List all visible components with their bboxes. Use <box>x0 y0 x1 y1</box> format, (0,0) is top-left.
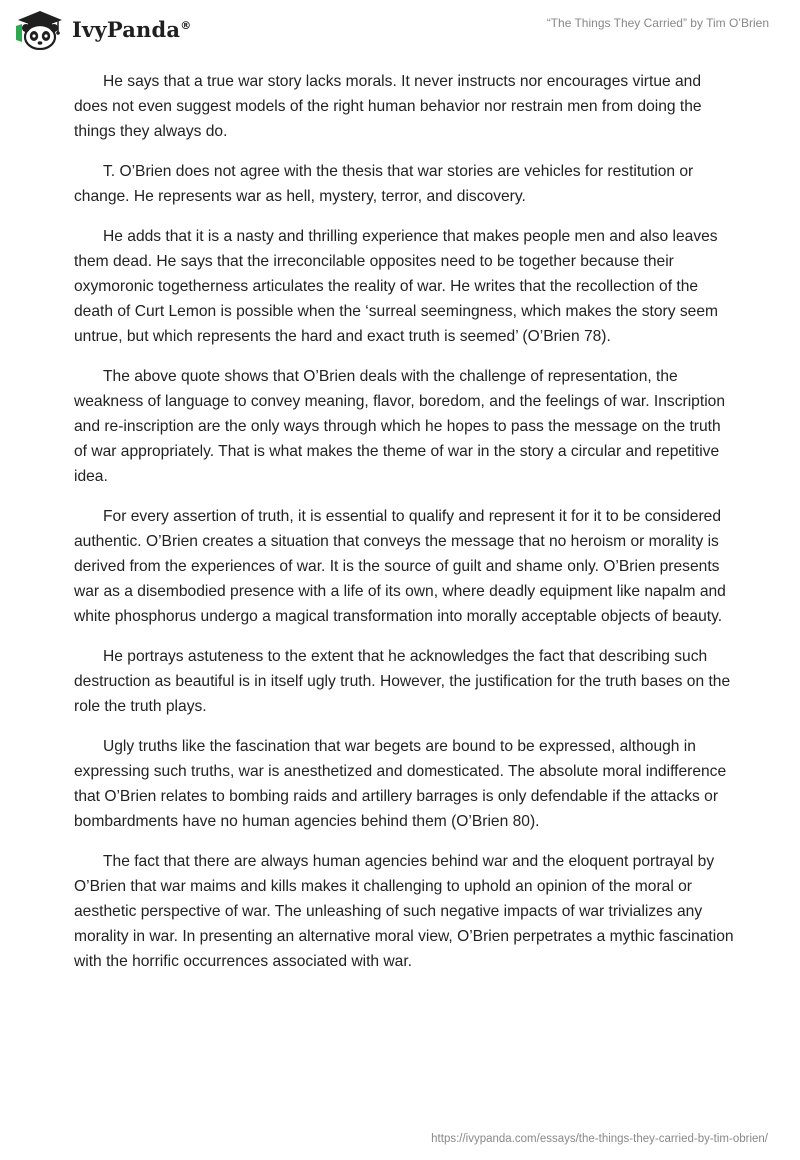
paragraph: T. O’Brien does not agree with the thesis that war stories are vehicles for restitution or change. He represents war as hell, mystery, terror, and discovery. <box>74 163 694 205</box>
registered-mark: ® <box>180 18 192 32</box>
source-url-link[interactable]: https://ivypanda.com/essays/the-things-they-carried-by-tim-obrien/ <box>431 1133 768 1145</box>
document-title: “The Things They Carried” by Tim O’Brien <box>546 16 769 30</box>
panda-graduate-logo-icon <box>14 8 66 50</box>
page-header <box>0 0 800 56</box>
paragraph: The fact that there are always human agencies behind war and the eloquent portrayal by O’Brien that war maims and kills makes it challenging to uphold an opinion of the moral or aesthetic perspective of war. The unleashing of such negative impacts of war trivializes any morality in war. In presenting an alternative moral view, O’Brien perpetrates a mythic fascination with the horrific occurrences associated with war. <box>74 853 734 970</box>
paragraph: He says that a true war story lacks morals. It never instructs nor encourages virtue and does not even suggest models of the right human behavior nor restrain men from doing the things they always do. <box>74 73 702 140</box>
brand-name: IvyPanda® <box>72 16 192 42</box>
essay-body <box>74 69 734 989</box>
paragraph: He portrays astuteness to the extent that he acknowledges the fact that describing such destruction as beautiful is in itself ugly truth. However, the justification for the truth bases on the role the truth plays. <box>74 648 731 715</box>
paragraph: Ugly truths like the fascination that war begets are bound to be expressed, although in expressing such truths, war is anesthetized and domesticated. The absolute moral indifference that O’Brien relates to bombing raids and artillery barrages is only defendable if the attacks or bombardments have no human agencies behind them (O’Brien 80). <box>74 738 727 830</box>
paragraph: For every assertion of truth, it is essential to qualify and represent it for it to be considered authentic. O’Brien creates a situation that conveys the message that no heroism or morality is derived from the experiences of war. It is the source of guilt and shame only. O’Brien presents war as a disembodied presence with a life of its own, where deadly equipment like napalm and white phosphorus undergo a magical transformation into morally acceptable objects of beauty. <box>74 508 726 625</box>
paragraph: He adds that it is a nasty and thrilling experience that makes people men and also leaves them dead. He says that the irreconcilable opposites need to be together because their oxymoronic togetherness articulates the reality of war. He writes that the recollection of the death of Curt Lemon is possible when the ‘surreal seemingness, which makes the story seem untrue, but which represents the hard and exact truth is seemed’ (O’Brien 78). <box>74 228 718 345</box>
brand-logo[interactable] <box>14 8 191 50</box>
paragraph: The above quote shows that O’Brien deals with the challenge of representation, the weakness of language to convey meaning, flavor, boredom, and the feelings of war. Inscription and re-inscription are the only ways through which he hopes to pass the message on the truth of war appropriately. That is what makes the theme of war in the story a circular and repetitive idea. <box>74 368 726 485</box>
